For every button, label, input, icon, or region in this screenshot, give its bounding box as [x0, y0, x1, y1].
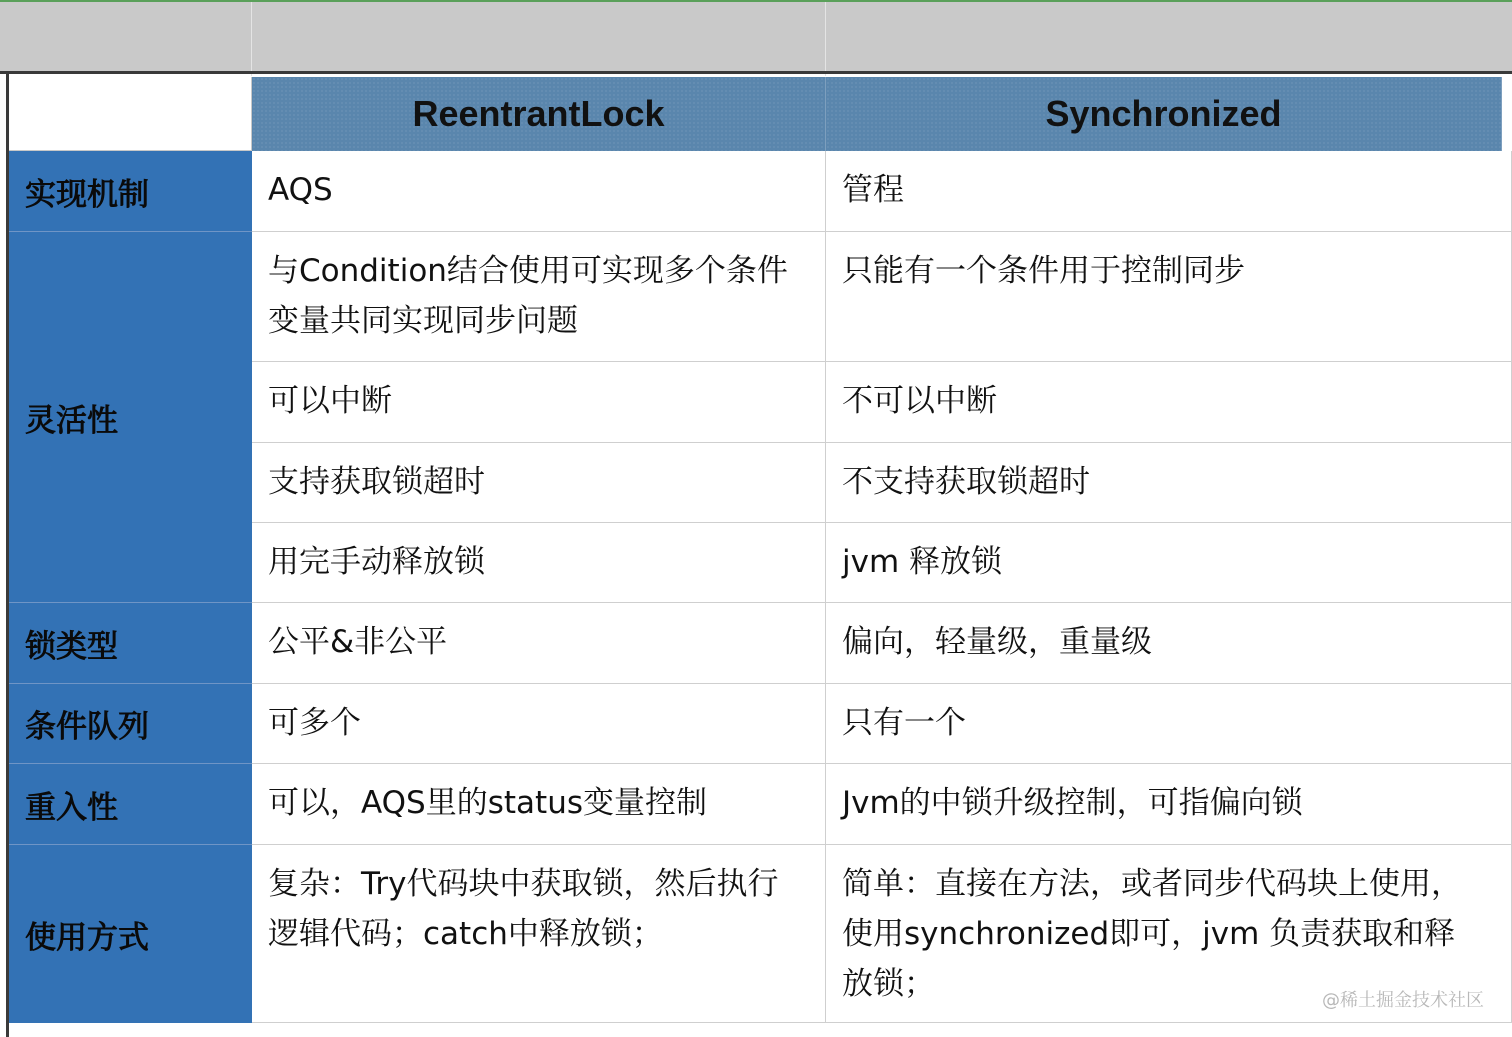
- cell-synchronized-release[interactable]: jvm 释放锁: [826, 523, 1512, 603]
- cell-reentrantlock-interrupt[interactable]: 可以中断: [252, 362, 826, 443]
- row-label-lock-type[interactable]: 锁类型: [9, 603, 252, 684]
- cell-reentrantlock-release[interactable]: 用完手动释放锁: [252, 523, 826, 603]
- spreadsheet-column-header-bar: [0, 0, 1512, 74]
- row-label-implementation[interactable]: 实现机制: [9, 151, 252, 232]
- cell-reentrantlock-reentrancy[interactable]: 可以，AQS里的status变量控制: [252, 764, 826, 845]
- cell-reentrantlock-lock-type[interactable]: 公平&非公平: [252, 603, 826, 684]
- cell-reentrantlock-implementation[interactable]: AQS: [252, 151, 826, 232]
- cell-synchronized-conditions[interactable]: 只能有一个条件用于控制同步: [826, 232, 1512, 362]
- row-label-condition-queue[interactable]: 条件队列: [9, 684, 252, 764]
- cell-synchronized-reentrancy[interactable]: Jvm的中锁升级控制，可指偏向锁: [826, 764, 1512, 845]
- cell-reentrantlock-timeout[interactable]: 支持获取锁超时: [252, 443, 826, 523]
- column-separator: [251, 2, 252, 76]
- cell-reentrantlock-conditions[interactable]: 与Condition结合使用可实现多个条件变量共同实现同步问题: [252, 232, 826, 362]
- cell-synchronized-condition-queue[interactable]: 只有一个: [826, 684, 1512, 764]
- header-synchronized[interactable]: Synchronized: [826, 77, 1502, 151]
- header-reentrantlock[interactable]: ReentrantLock: [252, 77, 826, 151]
- watermark-text: @稀土掘金技术社区: [1322, 990, 1484, 1011]
- cell-synchronized-usage[interactable]: 简单：直接在方法，或者同步代码块上使用，使用synchronized即可，jvm 负责获取和释放锁；: [826, 845, 1512, 1023]
- column-separator: [825, 2, 826, 76]
- row-label-reentrancy[interactable]: 重入性: [9, 764, 252, 845]
- cell-reentrantlock-condition-queue[interactable]: 可多个: [252, 684, 826, 764]
- cell-synchronized-implementation[interactable]: 管程: [826, 151, 1512, 232]
- row-label-usage[interactable]: 使用方式: [9, 845, 252, 1023]
- corner-cell[interactable]: [9, 77, 252, 151]
- cell-reentrantlock-usage[interactable]: 复杂：Try代码块中获取锁，然后执行逻辑代码；catch中释放锁；: [252, 845, 826, 1023]
- cell-synchronized-lock-type[interactable]: 偏向，轻量级，重量级: [826, 603, 1512, 684]
- cell-synchronized-interrupt[interactable]: 不可以中断: [826, 362, 1512, 443]
- header-bottom-rule: [0, 71, 1512, 74]
- row-label-flexibility[interactable]: 灵活性: [9, 232, 252, 603]
- cell-synchronized-timeout[interactable]: 不支持获取锁超时: [826, 443, 1512, 523]
